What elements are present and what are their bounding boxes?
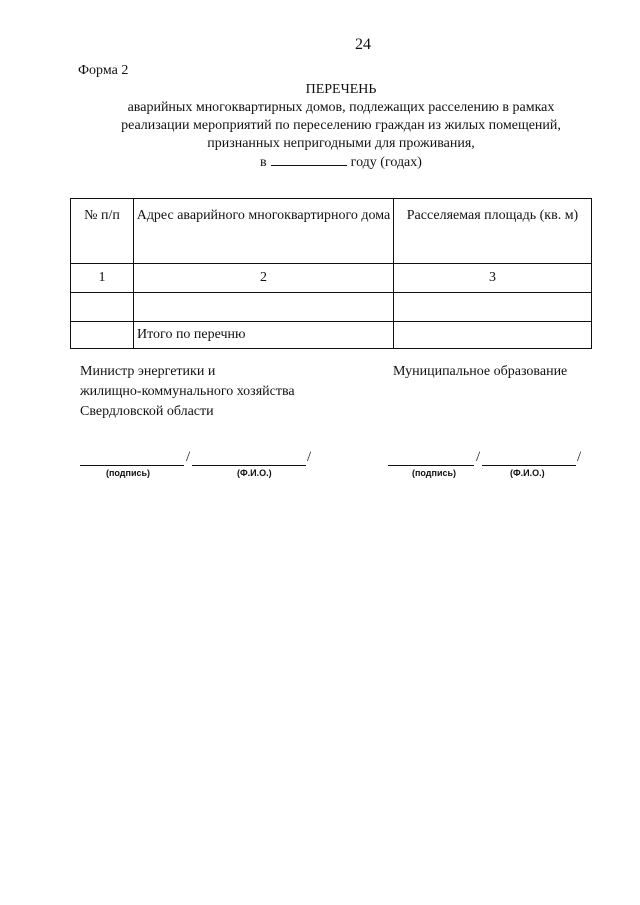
slash-separator: / <box>476 449 481 465</box>
minister-title-line-3: Свердловской области <box>80 404 214 419</box>
heading-line-3: признанных непригодными для проживания, <box>207 136 475 151</box>
name-caption: (Ф.И.О.) <box>237 468 272 478</box>
table-row <box>71 293 592 322</box>
heading-year-line <box>80 153 602 172</box>
total-value-cell <box>394 322 592 349</box>
minister-title-line-2: жилищно-коммунального хозяйства <box>80 384 295 399</box>
heading-line-1: аварийных многоквартирных домов, подлежащих расселению в рамках <box>127 100 555 115</box>
empty-cell <box>71 322 134 349</box>
form-label: Форма 2 <box>78 63 129 78</box>
total-label: Итого по перечню <box>134 322 394 349</box>
total-row <box>71 322 592 349</box>
header-number: № п/п <box>71 199 134 264</box>
heading-title: ПЕРЕЧЕНЬ <box>305 82 377 97</box>
header-address: Адрес аварийного многоквартирного дома <box>134 199 394 264</box>
empty-cell <box>394 293 592 322</box>
header-area: Расселяемая площадь (кв. м) <box>394 199 592 264</box>
municipality-signature-block <box>388 449 588 483</box>
year-suffix: году (годах) <box>350 155 422 170</box>
signature-line <box>80 449 184 466</box>
column-number-2: 2 <box>134 264 394 293</box>
name-line <box>192 449 306 466</box>
heading-line-2: реализации мероприятий по переселению граждан из жилых помещений, <box>121 118 561 133</box>
name-caption: (Ф.И.О.) <box>510 468 545 478</box>
empty-cell <box>134 293 394 322</box>
minister-signature-block <box>80 449 320 483</box>
municipality-title: Муниципальное образование <box>393 364 568 379</box>
signature-line <box>388 449 474 466</box>
document-heading <box>80 81 602 172</box>
page-number: 24 <box>355 36 371 53</box>
slash-separator: / <box>577 449 582 465</box>
minister-title-line-1: Министр энергетики и <box>80 364 216 379</box>
slash-separator: / <box>186 449 191 465</box>
empty-cell <box>71 293 134 322</box>
minister-title <box>80 362 295 422</box>
signature-caption: (подпись) <box>412 468 457 478</box>
column-number-1: 1 <box>71 264 134 293</box>
houses-table <box>70 198 592 349</box>
name-line <box>482 449 576 466</box>
slash-separator: / <box>307 449 312 465</box>
table-header-row <box>71 199 592 264</box>
column-numbers-row <box>71 264 592 293</box>
signature-caption: (подпись) <box>106 468 151 478</box>
year-blank-line <box>271 153 347 166</box>
year-prefix: в <box>260 155 267 170</box>
column-number-3: 3 <box>394 264 592 293</box>
